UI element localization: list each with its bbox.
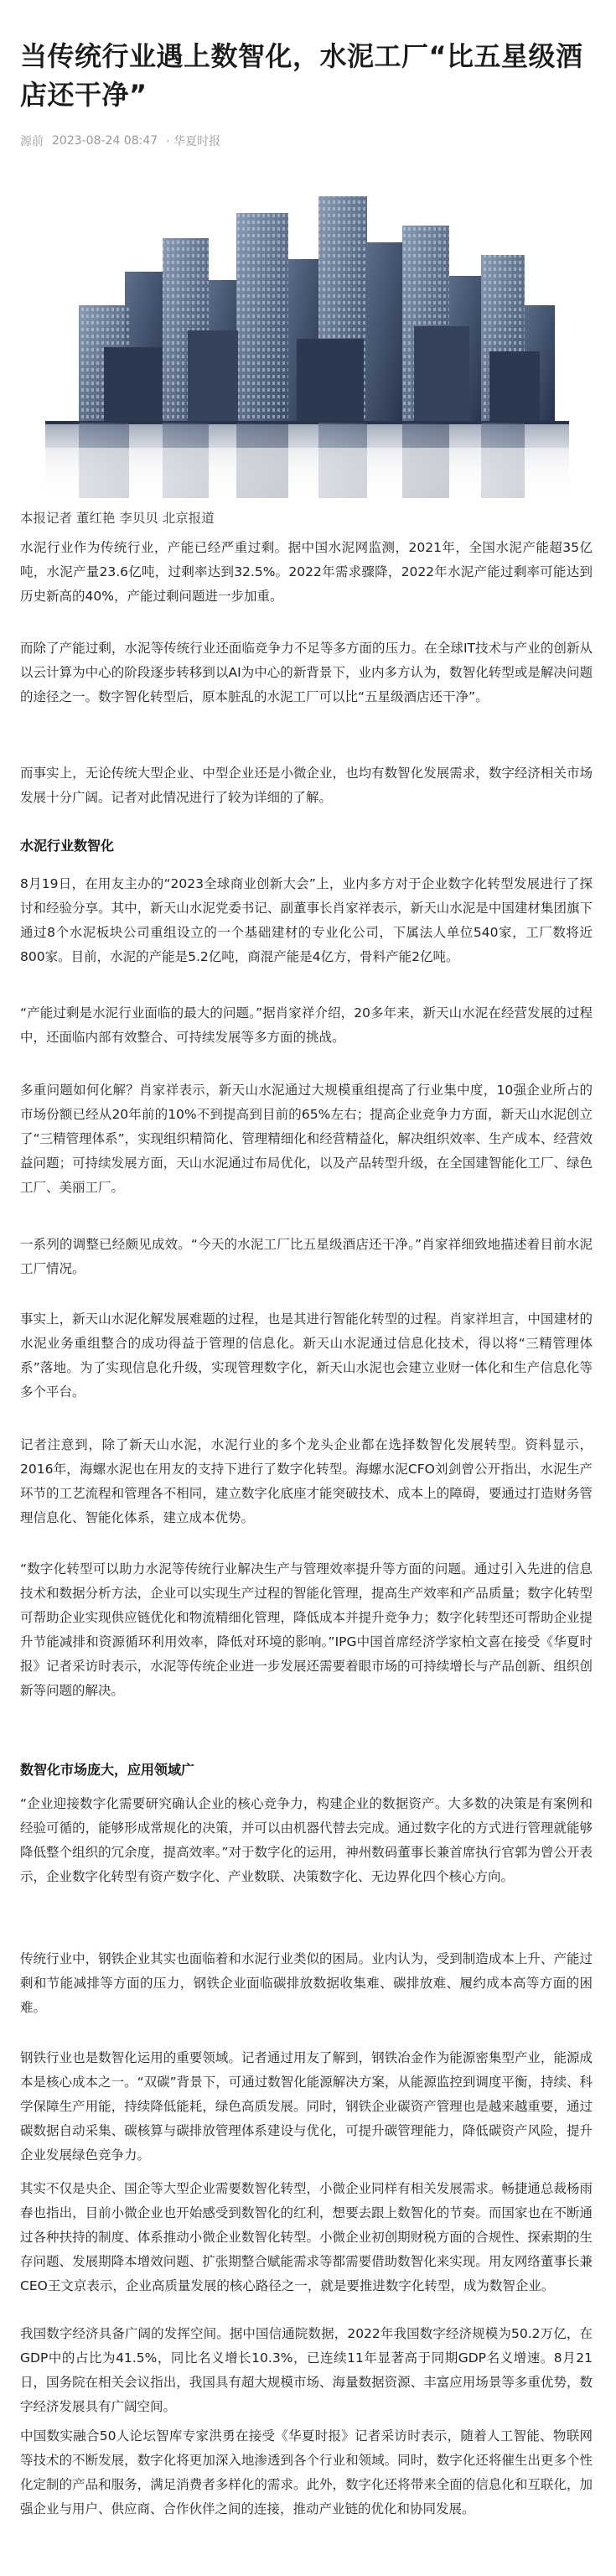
body-paragraph-2: 而除了产能过剩，水泥等传统行业还面临竞争力不足等多方面的压力。在全球IT技术与产业的创新从以云计算为中心的阶段逐步转移到以AI为中心的新背景下，业内多方认为，数智化转型或是解决问题的途径之一。数字智化转型后，原本脏乱的水泥工厂可以比“五星级酒店还干净”。 bbox=[20, 641, 593, 704]
author-byline: 本报记者 董红艳 李贝贝 北京报道 bbox=[20, 511, 215, 526]
article-meta bbox=[20, 132, 593, 149]
body-paragraph-10: “数字化转型可以助力水泥等传统行业解决生产与管理效率提升等方面的问题。通过引入先进的信息技术和数据分析方法，企业可以实现生产过程的智能化管理，提高生产效率和产品质量；数字化转型可帮助企业实现供应链优化和物流精细化管理，降低成本并提升竞争力；数字化转型还可帮助企业提升节能减排和资源循环利用效率，降低对环境的影响。”IPG中国首席经济学家柏文喜在接受《华夏时报》记者采访时表示，水泥等传统企业进一步发展还需要着眼市场的可持续增长与产品创新、组织创新等问题的解决。 bbox=[20, 1561, 593, 1698]
body-paragraph-5: “产能过剩是水泥行业面临的最大的问题。”据肖家祥介绍，20多年来，新天山水泥在经营发展的过程中，还面临内部有效整合、可持续发展等多方面的挑战。 bbox=[20, 1005, 593, 1045]
section-heading-1: 水泥行业数智化 bbox=[20, 838, 115, 854]
body-paragraph-4: 8月19日，在用友主办的“2023全球商业创新大会”上，业内多方对于企业数字化转型发展进行了探讨和经验分享。其中，新天山水泥党委书记、副董事长肖家祥表示，新天山水泥是中国建材集团旗下通过8个水泥板块公司重组设立的一个基础建材的专业化公司，下属法人单位540家，工厂数将近800家。目前，水泥的产能是5.2亿吨，商混产能是4亿方，骨料产能2亿吨。 bbox=[20, 876, 593, 964]
hero-image bbox=[45, 179, 569, 498]
body-paragraph-3: 而事实上，无论传统大型企业、中型企业还是小微企业，也均有数智化发展需求，数字经济相关市场发展十分广阔。记者对此情况进行了较为详细的了解。 bbox=[20, 766, 593, 805]
body-paragraph-15: 我国数字经济具备广阔的发挥空间。据中国信通院数据，2022年我国数字经济规模为50.2万亿，在GDP中的占比为41.5%，同比名义增长10.3%，已连续11年显著高于同期GDP名义增速。8月21日，国务院在相关会议指出，我国具有超大规模市场、海量数据资源、丰富应用场景等多重优势，数字经济发展具有广阔空间。 bbox=[20, 2326, 593, 2414]
body-paragraph-8: 事实上，新天山水泥化解发展难题的过程，也是其进行智能化转型的过程。肖家祥坦言，中国建材的水泥业务重组整合的成功得益于管理的信息化。新天山水泥通过信息化技术，得以将“三精管理体系”落地。为了实现信息化升级，实现管理数字化，新天山水泥也会建立业财一体化和生产信息化等多个平台。 bbox=[20, 1311, 593, 1400]
article-title: 当传统行业遇上数智化，水泥工厂“比五星级酒店还干净” bbox=[20, 40, 583, 111]
source-tag: 源前 bbox=[20, 135, 44, 148]
body-paragraph-6: 多重问题如何化解？肖家祥表示，新天山水泥通过大规模重组提高了行业集中度，10强企业所占的市场份额已经从20年前的10%不到提高到目前的65%左右；提高企业竞争力方面，新天山水泥创立了“三精管理体系”，实现组织精简化、管理精细化和经营精益化，解决组织效率、生产成本、经营效益问题；可持续发展方面，天山水泥通过布局优化，以及产品转型升级，在全国建智能化工厂、绿色工厂、美丽工厂。 bbox=[20, 1083, 593, 1195]
body-paragraph-14: 其实不仅是央企、国企等大型企业需要数智化转型，小微企业同样有相关发展需求。畅捷通总裁杨雨春也指出，目前小微企业也开始感受到数智化的红利，想要去跟上数智化的节奏。而国家也在不断通过各种扶持的制度、体系推动小微企业数智化转型。小微企业初创期财税方面的合规性、探索期的生存问题、发展期降本增效问题、扩张期整合赋能需求等都需要借助数智化来实现。用友网络董事长兼CEO王文京表示，企业高质量发展的核心路径之一，就是要推进数字化转型，成为数智企业。 bbox=[20, 2181, 593, 2293]
publisher-name: · 华夏时报 bbox=[166, 135, 221, 148]
body-paragraph-9: 记者注意到，除了新天山水泥，水泥行业的多个龙头企业都在选择数智化发展转型。资料显示，2016年，海螺水泥也在用友的支持下进行了数字化转型。海螺水泥CFO刘剑曾公开指出，水泥生产环节的工艺流程和管理各不相同，建立数字化底座才能突破技术、成本上的障碍，要通过打造财务管理信息化、智能化体系，建立成本优势。 bbox=[20, 1437, 593, 1525]
body-paragraph-7: 一系列的调整已经颇见成效。“今天的水泥工厂比五星级酒店还干净。”肖家祥细致地描述着目前水泥工厂情况。 bbox=[20, 1237, 593, 1276]
body-paragraph-13: 钢铁行业也是数智化运用的重要领域。记者通过用友了解到，钢铁冶金作为能源密集型产业，能源成本是核心成本之一。“双碳”背景下，可通过数智化能源解决方案，从能源监控到调度平衡，持续、科学保障生产用能，持续降低能耗，绿色高质发展。同时，钢铁企业碳资产管理也是越来越重要，通过碳数据自动采集、碳核算与碳排放管理体系建设与优化，可提升碳管理能力，降低碳资产风险，提升企业发展绿色竞争力。 bbox=[20, 2050, 593, 2163]
body-paragraph-16: 中国数实融合50人论坛智库专家洪勇在接受《华夏时报》记者采访时表示，随着人工智能、物联网等技术的不断发展，数字化将更加深入地渗透到各个行业和领域。同时，数字化还将催生出更多个性化定制的产品和服务，满足消费者多样化的需求。此外，数字化还将带来全面的信息化和互联化，加强企业与用户、供应商、合作伙伴之间的连接，推动产业链的优化和协同发展。 bbox=[20, 2428, 593, 2516]
city-skyline-image bbox=[45, 179, 569, 498]
body-paragraph-1: 水泥行业作为传统行业，产能已经严重过剩。据中国水泥网监测，2021年，全国水泥产能超35亿吨，水泥产量23.6亿吨，过剩率达到32.5%。2022年需求骤降，2022年水泥产能过剩率可能达到历史新高的40%，产能过剩问题进一步加重。 bbox=[20, 540, 593, 604]
body-paragraph-12: 传统行业中，钢铁企业其实也面临着和水泥行业类似的困局。业内认为，受到制造成本上升、产能过剩和节能减排等方面的压力，钢铁企业面临碳排放数据收集难、碳排放难、履约成本高等方面的困难。 bbox=[20, 1951, 593, 2015]
body-paragraph-11: “企业迎接数字化需要研究确认企业的核心竞争力，构建企业的数据资产。大多数的决策是有案例和经验可循的，能够形成常规化的决策，并可以由机器代替去完成。通过数字化的方式进行管理就能够降低整个组织的冗余度，提高效率。”对于数字化的运用，神州数码董事长兼首席执行官郭为曾公开表示，企业数字化转型有资产数字化、产业数联、决策数字化、无边界化四个核心方向。 bbox=[20, 1796, 593, 1884]
section-heading-2: 数智化市场庞大，应用领域广 bbox=[20, 1762, 195, 1778]
publish-datetime: 2023-08-24 08:47 bbox=[52, 134, 158, 148]
